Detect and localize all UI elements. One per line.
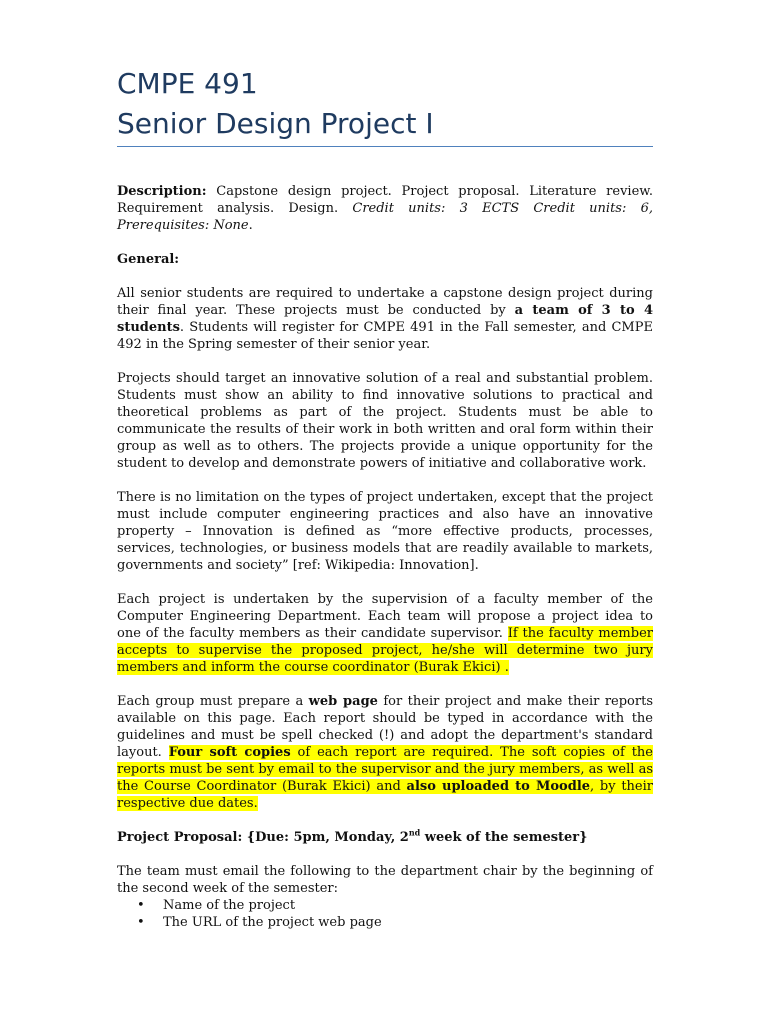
general-paragraph-5: Each group must prepare a web page for their project and make their reports available on this page. Each report should be typed in accordance with the guidelines and must be spell checked (!) and adopt the department's standard layout. Four soft copies of each report are required. The soft copies of the reports must be sent by email to the supervisor and the jury members, as well as the Course Coordinator (Burak Ekici) and also uploaded to Moodle, by their respective due dates. <box>117 694 653 811</box>
team-size: a team of 3 to 4 students <box>117 303 653 335</box>
proposal-intro: The team must email the following to the department chair by the beginning of the second week of the semester: <box>117 864 653 896</box>
proposal-list <box>117 897 653 931</box>
highlighted-text: Four soft copies of each report are required. The soft copies of the reports must be sent by email to the supervisor and the jury members, as well as the Course Coordinator (Burak Ekici) and also uploaded to Moodle, by their respective due dates. <box>117 745 653 811</box>
general-paragraph-1: All senior students are required to undertake a capstone design project during their final year. These projects must be conducted by a team of 3 to 4 students. Students will register for CMPE 491 in the Fall semester, and CMPE 492 in the Spring semester of their senior year. <box>117 286 653 352</box>
course-code: CMPE 491 <box>117 67 258 100</box>
credit-units: Credit units: 3 ECTS Credit units: 6, Prerequisites: None <box>117 201 653 233</box>
general-heading: General: <box>117 252 180 267</box>
proposal-heading: Project Proposal: {Due: 5pm, Monday, 2nd week of the semester} <box>117 827 588 845</box>
description-label: Description: <box>117 184 207 199</box>
title-divider <box>117 146 653 147</box>
course-name: Senior Design Project I <box>117 107 434 140</box>
description-text: Capstone design project. Project proposal. Literature review. Requirement analysis. Design. <box>117 184 653 216</box>
general-paragraph-3: There is no limitation on the types of project undertaken, except that the project must include computer engineering practices and also have an innovative property – Innovation is defined as “more effective products, processes, services, technologies, or business models that are readily available to markets, governments and society” [ref: Wikipedia: Innovation]. <box>117 490 653 573</box>
document-body <box>117 183 653 931</box>
web-page-term: web page <box>308 694 378 709</box>
list-item: • The URL of the project web page <box>163 914 653 931</box>
list-item: • Name of the project <box>163 897 653 914</box>
general-paragraph-2: Projects should target an innovative solution of a real and substantial problem. Students must show an ability to find innovative solutions to practical and theoretical problems as part of the project. Students must be able to communicate the results of their work in both written and oral form within their group as well as to others. The projects provide a unique opportunity for the student to develop and demonstrate powers of initiative and collaborative work. <box>117 371 653 471</box>
highlighted-text: If the faculty member accepts to supervise the proposed project, he/she will determine two jury members and inform the course coordinator (Burak Ekici) . <box>117 626 653 675</box>
general-paragraph-4: Each project is undertaken by the supervision of a faculty member of the Computer Engineering Department. Each team will propose a project idea to one of the faculty members as their candidate supervisor. If the faculty member accepts to supervise the proposed project, he/she will determine two jury members and inform the course coordinator (Burak Ekici) . <box>117 592 653 675</box>
description-paragraph: Description: Capstone design project. Project proposal. Literature review. Requirement analysis. Design. Credit units: 3 ECTS Credit units: 6, Prerequisites: None. <box>117 184 653 233</box>
page-title <box>117 64 434 144</box>
